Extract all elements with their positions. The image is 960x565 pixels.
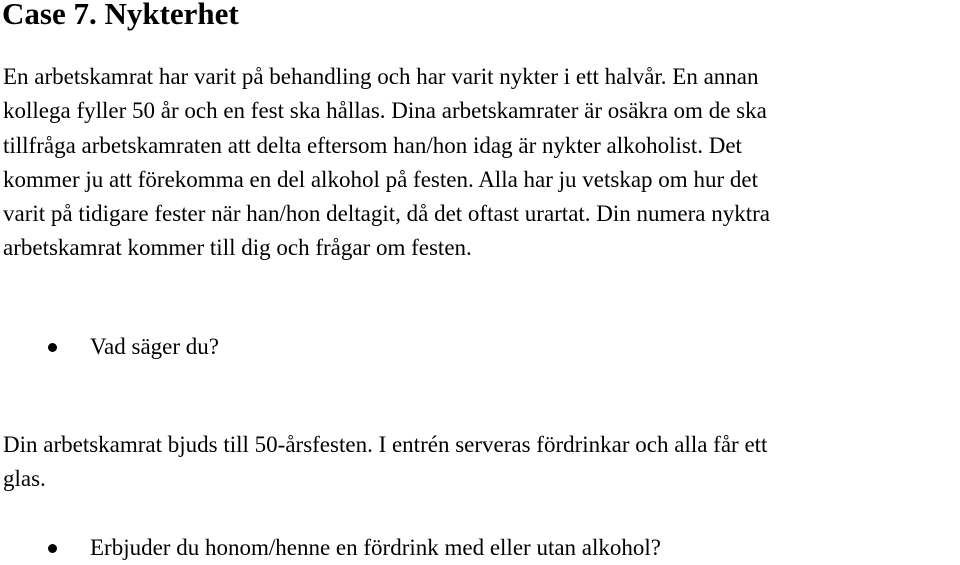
paragraph-line: glas. (3, 466, 46, 492)
paragraph-line: tillfråga arbetskamraten att delta eftersom han/hon idag är nykter alkoholist. Det (3, 132, 742, 158)
question-text: Erbjuder du honom/henne en fördrink med eller utan alkohol? (90, 535, 661, 560)
bullet-icon (48, 544, 57, 553)
bullet-icon (48, 343, 57, 352)
paragraph-line: En arbetskamrat har varit på behandling och har varit nykter i ett halvår. En annan (3, 64, 759, 89)
question-text: Vad säger du? (90, 334, 220, 359)
paragraph-line: varit på tidigare fester när han/hon deltagit, då det oftast urartat. Din numera nyktra (3, 201, 771, 227)
followup-paragraph (3, 428, 960, 497)
scenario-paragraph (3, 60, 960, 266)
paragraph-line: arbetskamrat kommer till dig och frågar om festen. (3, 235, 472, 261)
paragraph-line: kollega fyller 50 år och en fest ska hållas. Dina arbetskamrater är osäkra om de ska (3, 98, 767, 124)
paragraph-line: Din arbetskamrat bjuds till 50-årsfesten. I entrén serveras fördrinkar och alla får ett (3, 432, 768, 457)
case-title: Case 7. Nykterhet (2, 0, 239, 31)
paragraph-line: kommer ju att förekomma en del alkohol på festen. Alla har ju vetskap om hur det (3, 166, 758, 192)
